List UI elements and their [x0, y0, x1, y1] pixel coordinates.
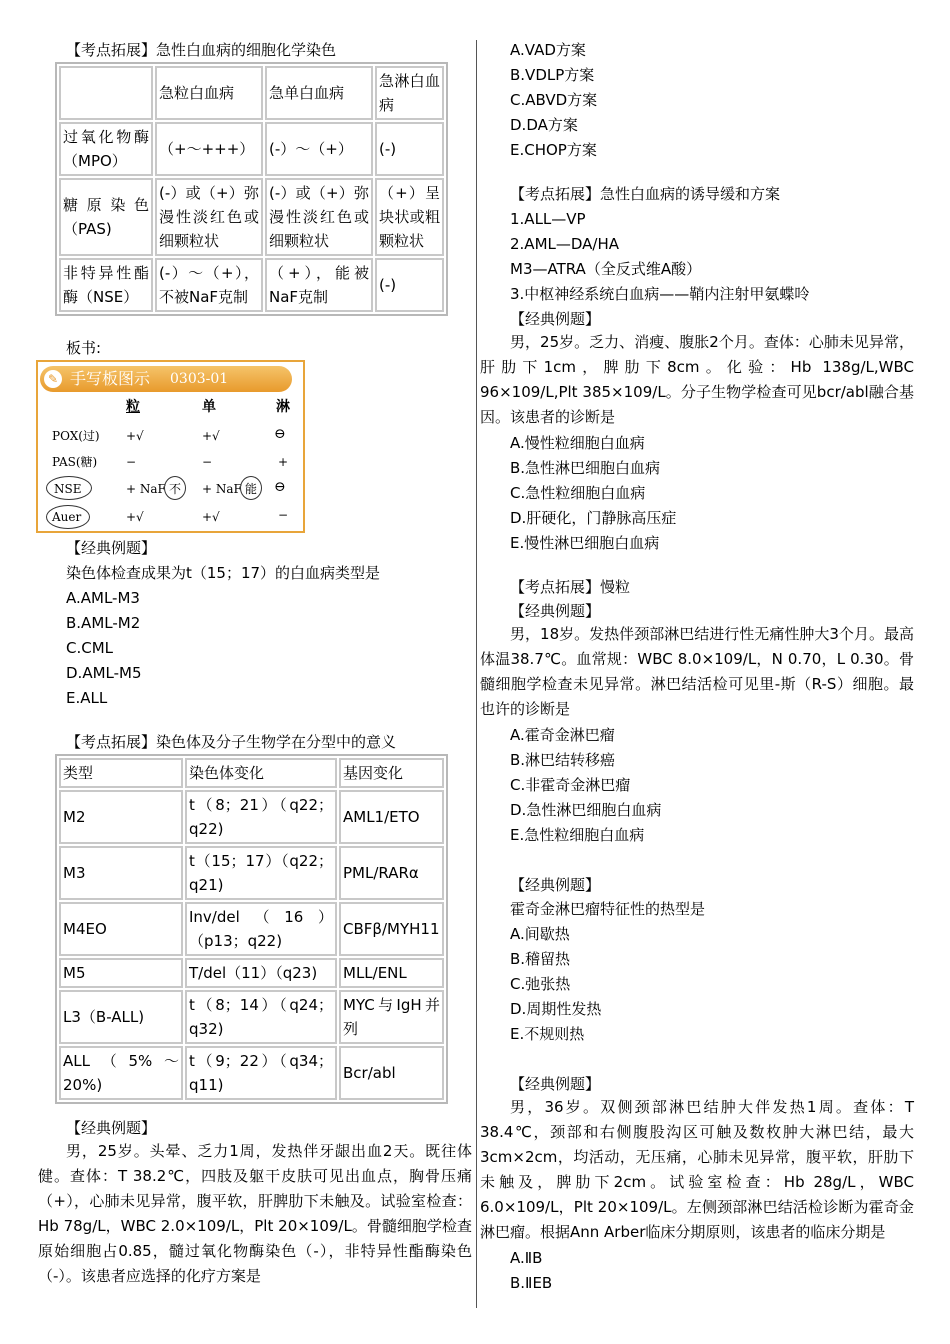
board-cell: +√ — [202, 429, 220, 443]
table-cell: AML1/ETO — [339, 790, 444, 844]
table-row — [59, 258, 444, 312]
answer-option: E.慢性淋巴细胞白血病 — [510, 534, 660, 552]
table-cell: （+），能被NaF克制 — [265, 258, 373, 312]
question-stem: 男，25岁。乏力、消瘦、腹胀2个月。查体：心肺未见异常，肝肋下1cm，脾肋下8cm。化验：Hb 138g/L,WBC 96×109/L,Plt 385×109/L。分子生物学检查可见bcr/abl融合基因。该患者的诊断是 — [480, 333, 914, 426]
heading-chromosome: 【考点拓展】染色体及分子生物学在分型中的意义 — [66, 733, 397, 751]
question-stem: 男，36岁。双侧颈部淋巴结肿大伴发热1周。查体：T 38.4℃，颈部和右侧腹股沟区可触及数枚肿大淋巴结，最大3cm×2cm，均活动，无压痛，心肺未见异常，腹平软，肝肋下未触及，脾肋下2cm。试验室检查：Hb 28g/L，WBC 6.0×109/L，Plt 20×109/L。左侧颈部淋巴结活检诊断为霍奇金淋巴瘤。根据Ann Arber临床分期原则，该患者的临床分期是 — [480, 1098, 914, 1241]
board-cell: ⊖ — [274, 426, 286, 442]
table-cell: MLL/ENL — [339, 958, 444, 988]
board-cell: +√ — [202, 510, 220, 524]
table-cell: Bcr/abl — [339, 1046, 444, 1100]
board-row-label: NSE — [54, 482, 82, 496]
example-heading: 【经典例题】 — [510, 876, 601, 894]
answer-option: B.稽留热 — [510, 950, 571, 968]
question-stem: 男，25岁。头晕、乏力1周，发热伴牙龈出血2天。既往体健。查体：T 38.2℃，四肢及躯干皮肤可见出血点，胸骨压痛（+），心肺未见异常，腹平软，肝脾肋下未触及。试验室检查：Hb 78g/L，WBC 2.0×109/L，Plt 20×109/L。骨髓细胞学检查原始细胞占0.85，髓过氧化物酶染色（-），非特异性酯酶染色（-）。该患者应选择的化疗方案是 — [38, 1142, 472, 1285]
table-row — [59, 990, 444, 1044]
regimen-item: M3—ATRA（全反式维A酸） — [510, 260, 702, 278]
pen-icon: ✎ — [44, 370, 62, 388]
table-header: 急单白血病 — [265, 66, 373, 120]
table-cell: ALL（5%～20%) — [59, 1046, 183, 1100]
table-cell: t（8；14）（q24；q32) — [185, 990, 337, 1044]
table-header: 基因变化 — [339, 758, 444, 788]
table-header: 类型 — [59, 758, 183, 788]
board-row-label: POX(过) — [52, 429, 100, 443]
table-cell: M2 — [59, 790, 183, 844]
table-cell: (-）或（+）弥漫性淡红色或细颗粒状 — [155, 178, 263, 256]
table-row — [59, 178, 444, 256]
regimen-item: 1.ALL—VP — [510, 210, 586, 228]
table-row — [59, 1046, 444, 1100]
board-cell: ⊖ — [274, 479, 286, 495]
board-col-head: 淋 — [276, 399, 290, 415]
board-cell: − — [202, 455, 213, 469]
regimen-item: 2.AML—DA/HA — [510, 235, 620, 253]
answer-option: D.肝硬化，门静脉高压症 — [510, 509, 677, 527]
answer-option: A.间歇热 — [510, 925, 570, 943]
board-row-label: Auer — [52, 510, 82, 524]
table-cell: (-）或（+）弥漫性淡红色或细颗粒状 — [265, 178, 373, 256]
table-row — [59, 958, 444, 988]
answer-option: E.CHOP方案 — [510, 141, 597, 159]
answer-option: A.慢性粒细胞白血病 — [510, 434, 645, 452]
answer-option: B.淋巴结转移癌 — [510, 751, 616, 769]
answer-option: D.AML-M5 — [66, 664, 142, 682]
circle-mark — [46, 505, 90, 529]
answer-option: C.CML — [66, 639, 114, 657]
table-row — [59, 790, 444, 844]
table-row — [59, 66, 444, 120]
board-cell: +√ — [126, 429, 144, 443]
regimen-item: 3.中枢神经系统白血病——鞘内注射甲氨蝶呤 — [510, 285, 810, 303]
table-cell: (-) — [375, 122, 444, 176]
board-row-label: PAS(糖) — [52, 455, 98, 469]
table-cell: （+～+++） — [155, 122, 263, 176]
heading-cml: 【考点拓展】慢粒 — [510, 578, 631, 596]
board-cell: + NaF — [202, 482, 242, 496]
table-cell: (-）～（+） — [265, 122, 373, 176]
handwriting-board — [36, 360, 305, 533]
board-circled: 不 — [169, 482, 182, 496]
answer-option: B.AML-M2 — [66, 614, 141, 632]
board-code: 0303-01 — [170, 371, 229, 387]
question-stem: 男，18岁。发热伴颈部淋巴结进行性无痛性肿大3个月。最高体温38.7℃。血常规：WBC 8.0×109/L，N 0.70，L 0.30。骨髓细胞学检查未见异常。淋巴结活检可见里-斯（R-S）细胞。最也许的诊断是 — [480, 625, 914, 718]
table-header: 染色体变化 — [185, 758, 337, 788]
table-cell: MYC与IgH并列 — [339, 990, 444, 1044]
table-cell: M5 — [59, 958, 183, 988]
cytochem-table — [55, 62, 448, 316]
answer-option: B.VDLP方案 — [510, 66, 595, 84]
board-cell: − — [126, 455, 137, 469]
example-heading: 【经典例题】 — [66, 539, 157, 557]
board-col-head: 单 — [202, 399, 216, 415]
table-cell: Inv/del（16）（p13；q22) — [185, 902, 337, 956]
table-cell: 非特异性酯酶（NSE） — [59, 258, 153, 312]
table-cell: T/del（11）（q23) — [185, 958, 337, 988]
table-cell: M4EO — [59, 902, 183, 956]
table-row — [59, 758, 444, 788]
board-cell: + NaF — [126, 482, 166, 496]
circle-mark — [164, 476, 186, 500]
answer-option: C.ABVD方案 — [510, 91, 598, 109]
board-cell: +√ — [126, 510, 144, 524]
answer-option: D.DA方案 — [510, 116, 578, 134]
answer-option: E.急性粒细胞白血病 — [510, 826, 645, 844]
table-row — [59, 122, 444, 176]
example-heading: 【经典例题】 — [66, 1119, 157, 1137]
answer-option: C.非霍奇金淋巴瘤 — [510, 776, 631, 794]
table-header: 急淋白血病 — [375, 66, 444, 120]
answer-option: C.弛张热 — [510, 975, 571, 993]
table-cell: t（8；21）（q22；q22) — [185, 790, 337, 844]
board-label: 板书: — [66, 339, 102, 357]
board-title: 手写板图示 — [70, 369, 151, 388]
answer-option: E.不规则热 — [510, 1025, 585, 1043]
table-cell: M3 — [59, 846, 183, 900]
answer-option: D.周期性发热 — [510, 1000, 602, 1018]
answer-option: A.ⅡB — [510, 1249, 543, 1267]
table-cell: t（15；17）（q22；q21) — [185, 846, 337, 900]
question-stem: 霍奇金淋巴瘤特征性的热型是 — [510, 900, 706, 918]
answer-option: B.ⅡEB — [510, 1274, 553, 1292]
answer-option: B.急性淋巴细胞白血病 — [510, 459, 661, 477]
circle-mark — [240, 476, 262, 500]
board-cell: + — [278, 455, 289, 469]
answer-option: D.急性淋巴细胞白血病 — [510, 801, 662, 819]
circle-mark — [46, 476, 92, 500]
table-header — [59, 66, 153, 120]
table-cell: (-）～（+），不被NaF克制 — [155, 258, 263, 312]
table-cell: (-) — [375, 258, 444, 312]
table-cell: CBFβ/MYH11 — [339, 902, 444, 956]
example-heading: 【经典例题】 — [510, 602, 601, 620]
board-banner — [40, 366, 292, 392]
column-divider — [476, 40, 477, 1308]
table-cell: L3（B-ALL) — [59, 990, 183, 1044]
table-cell: 糖原染色（PAS) — [59, 178, 153, 256]
heading-cytochem: 【考点拓展】急性白血病的细胞化学染色 — [66, 41, 337, 59]
table-row — [59, 846, 444, 900]
table-row — [59, 902, 444, 956]
example-heading: 【经典例题】 — [510, 310, 601, 328]
table-cell: PML/RARα — [339, 846, 444, 900]
board-col-head: 粒 — [126, 399, 140, 415]
board-circled: 能 — [245, 482, 258, 496]
answer-option: E.ALL — [66, 689, 108, 707]
table-cell: （+）呈块状或粗颗粒状 — [375, 178, 444, 256]
answer-option: A.VAD方案 — [510, 41, 586, 59]
answer-option: C.急性粒细胞白血病 — [510, 484, 646, 502]
heading-induction: 【考点拓展】急性白血病的诱导缓和方案 — [510, 185, 781, 203]
example-heading: 【经典例题】 — [510, 1075, 601, 1093]
board-cell: − — [278, 508, 289, 522]
table-header: 急粒白血病 — [155, 66, 263, 120]
table-cell: t（9；22）（q34；q11) — [185, 1046, 337, 1100]
chromosome-table — [55, 754, 448, 1104]
answer-option: A.AML-M3 — [66, 589, 140, 607]
answer-option: A.霍奇金淋巴瘤 — [510, 726, 615, 744]
question-stem: 染色体检查成果为t（15；17）的白血病类型是 — [66, 564, 381, 582]
table-cell: 过氧化物酶（MPO） — [59, 122, 153, 176]
